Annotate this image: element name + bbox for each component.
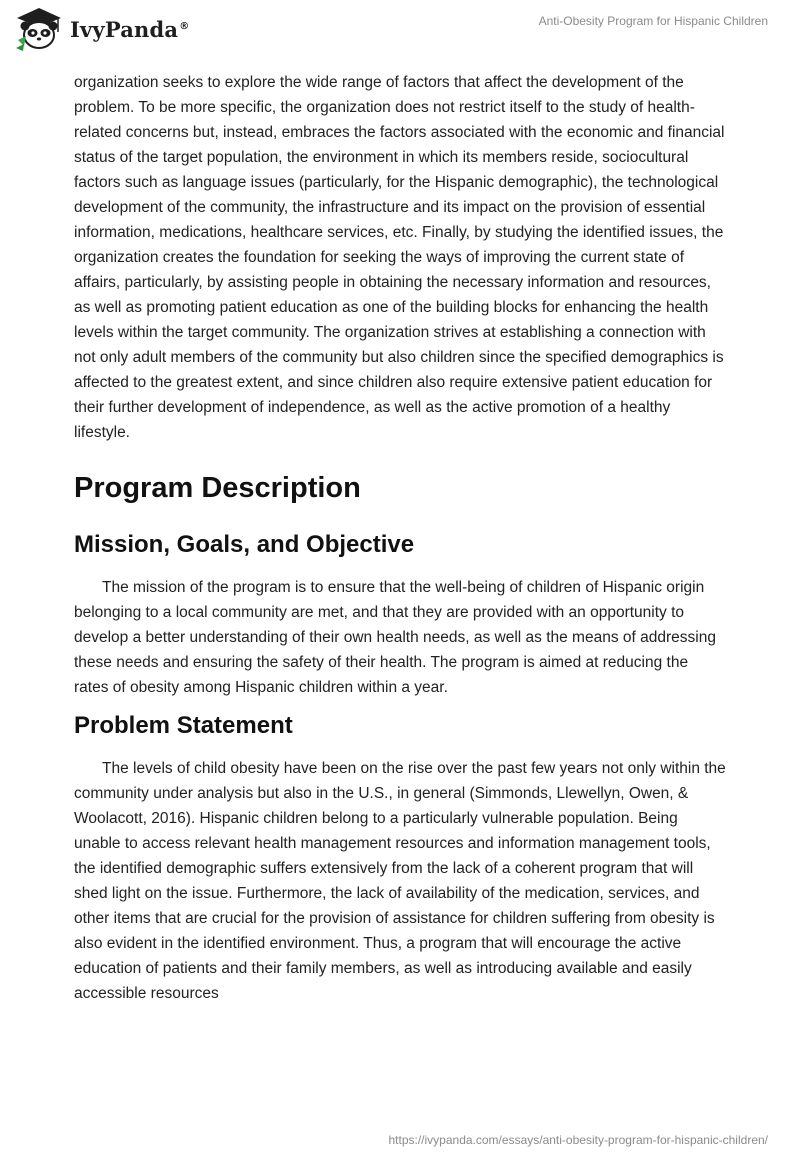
problem-paragraph: The levels of child obesity have been on the rise over the past few years not only within the community under analysis but also in the U.S., in general (Simmonds, Llewellyn, Owen, & Woolacott, 2016). Hispanic children belong to a particularly vulnerable population. Being unable to access relevant health management resources and information management tools, the identified demographic suffers extensively from the lack of a coherent program that will shed light on the issue. Furthermore, the lack of availability of the medication, services, and other items that are crucial for the provision of assistance for children suffering from obesity is also evident in the identified environment. Thus, a program that will encourage the active education of patients and their family members, as well as introducing available and easily accessible resources — [74, 760, 726, 1002]
page-header — [0, 0, 800, 60]
essay-content — [74, 70, 726, 1006]
brand-logo[interactable] — [14, 6, 189, 52]
subheading-mission: Mission, Goals, and Objective — [74, 531, 415, 558]
source-url[interactable]: https://ivypanda.com/essays/anti-obesity-program-for-hispanic-children/ — [388, 1133, 768, 1147]
brand-name: IvyPanda® — [70, 16, 190, 42]
section-heading-program-description: Program Description — [74, 472, 361, 504]
document-title: Anti-Obesity Program for Hispanic Children — [538, 14, 768, 28]
panda-graduate-icon — [14, 6, 64, 52]
mission-paragraph: The mission of the program is to ensure that the well-being of children of Hispanic origin belonging to a local community are met, and that they are provided with an opportunity to develop a better understanding of their own health needs, as well as the means of addressing these needs and ensuring the safety of their health. The program is aimed at reducing the rates of obesity among Hispanic children within a year. — [74, 579, 716, 696]
intro-paragraph: organization seeks to explore the wide range of factors that affect the development of the problem. To be more specific, the organization does not restrict itself to the study of health-related concerns but, instead, embraces the factors associated with the economic and financial status of the target population, the environment in which its members reside, sociocultural factors such as language issues (particularly, for the Hispanic demographic), the technological development of the community, the infrastructure and its impact on the provision of essential information, medications, healthcare services, etc. Finally, by studying the identified issues, the organization creates the foundation for seeking the ways of improving the current state of affairs, particularly, by assisting people in obtaining the necessary information and resources, as well as promoting patient education as one of the building blocks for enhancing the health levels within the target community. The organization strives at establishing a connection with not only adult members of the community but also children since the specified demographics is affected to the greatest extent, and since children also require extensive patient education for their further development of independence, as well as the active promotion of a healthy lifestyle. — [74, 74, 725, 441]
subheading-problem-statement: Problem Statement — [74, 712, 293, 739]
